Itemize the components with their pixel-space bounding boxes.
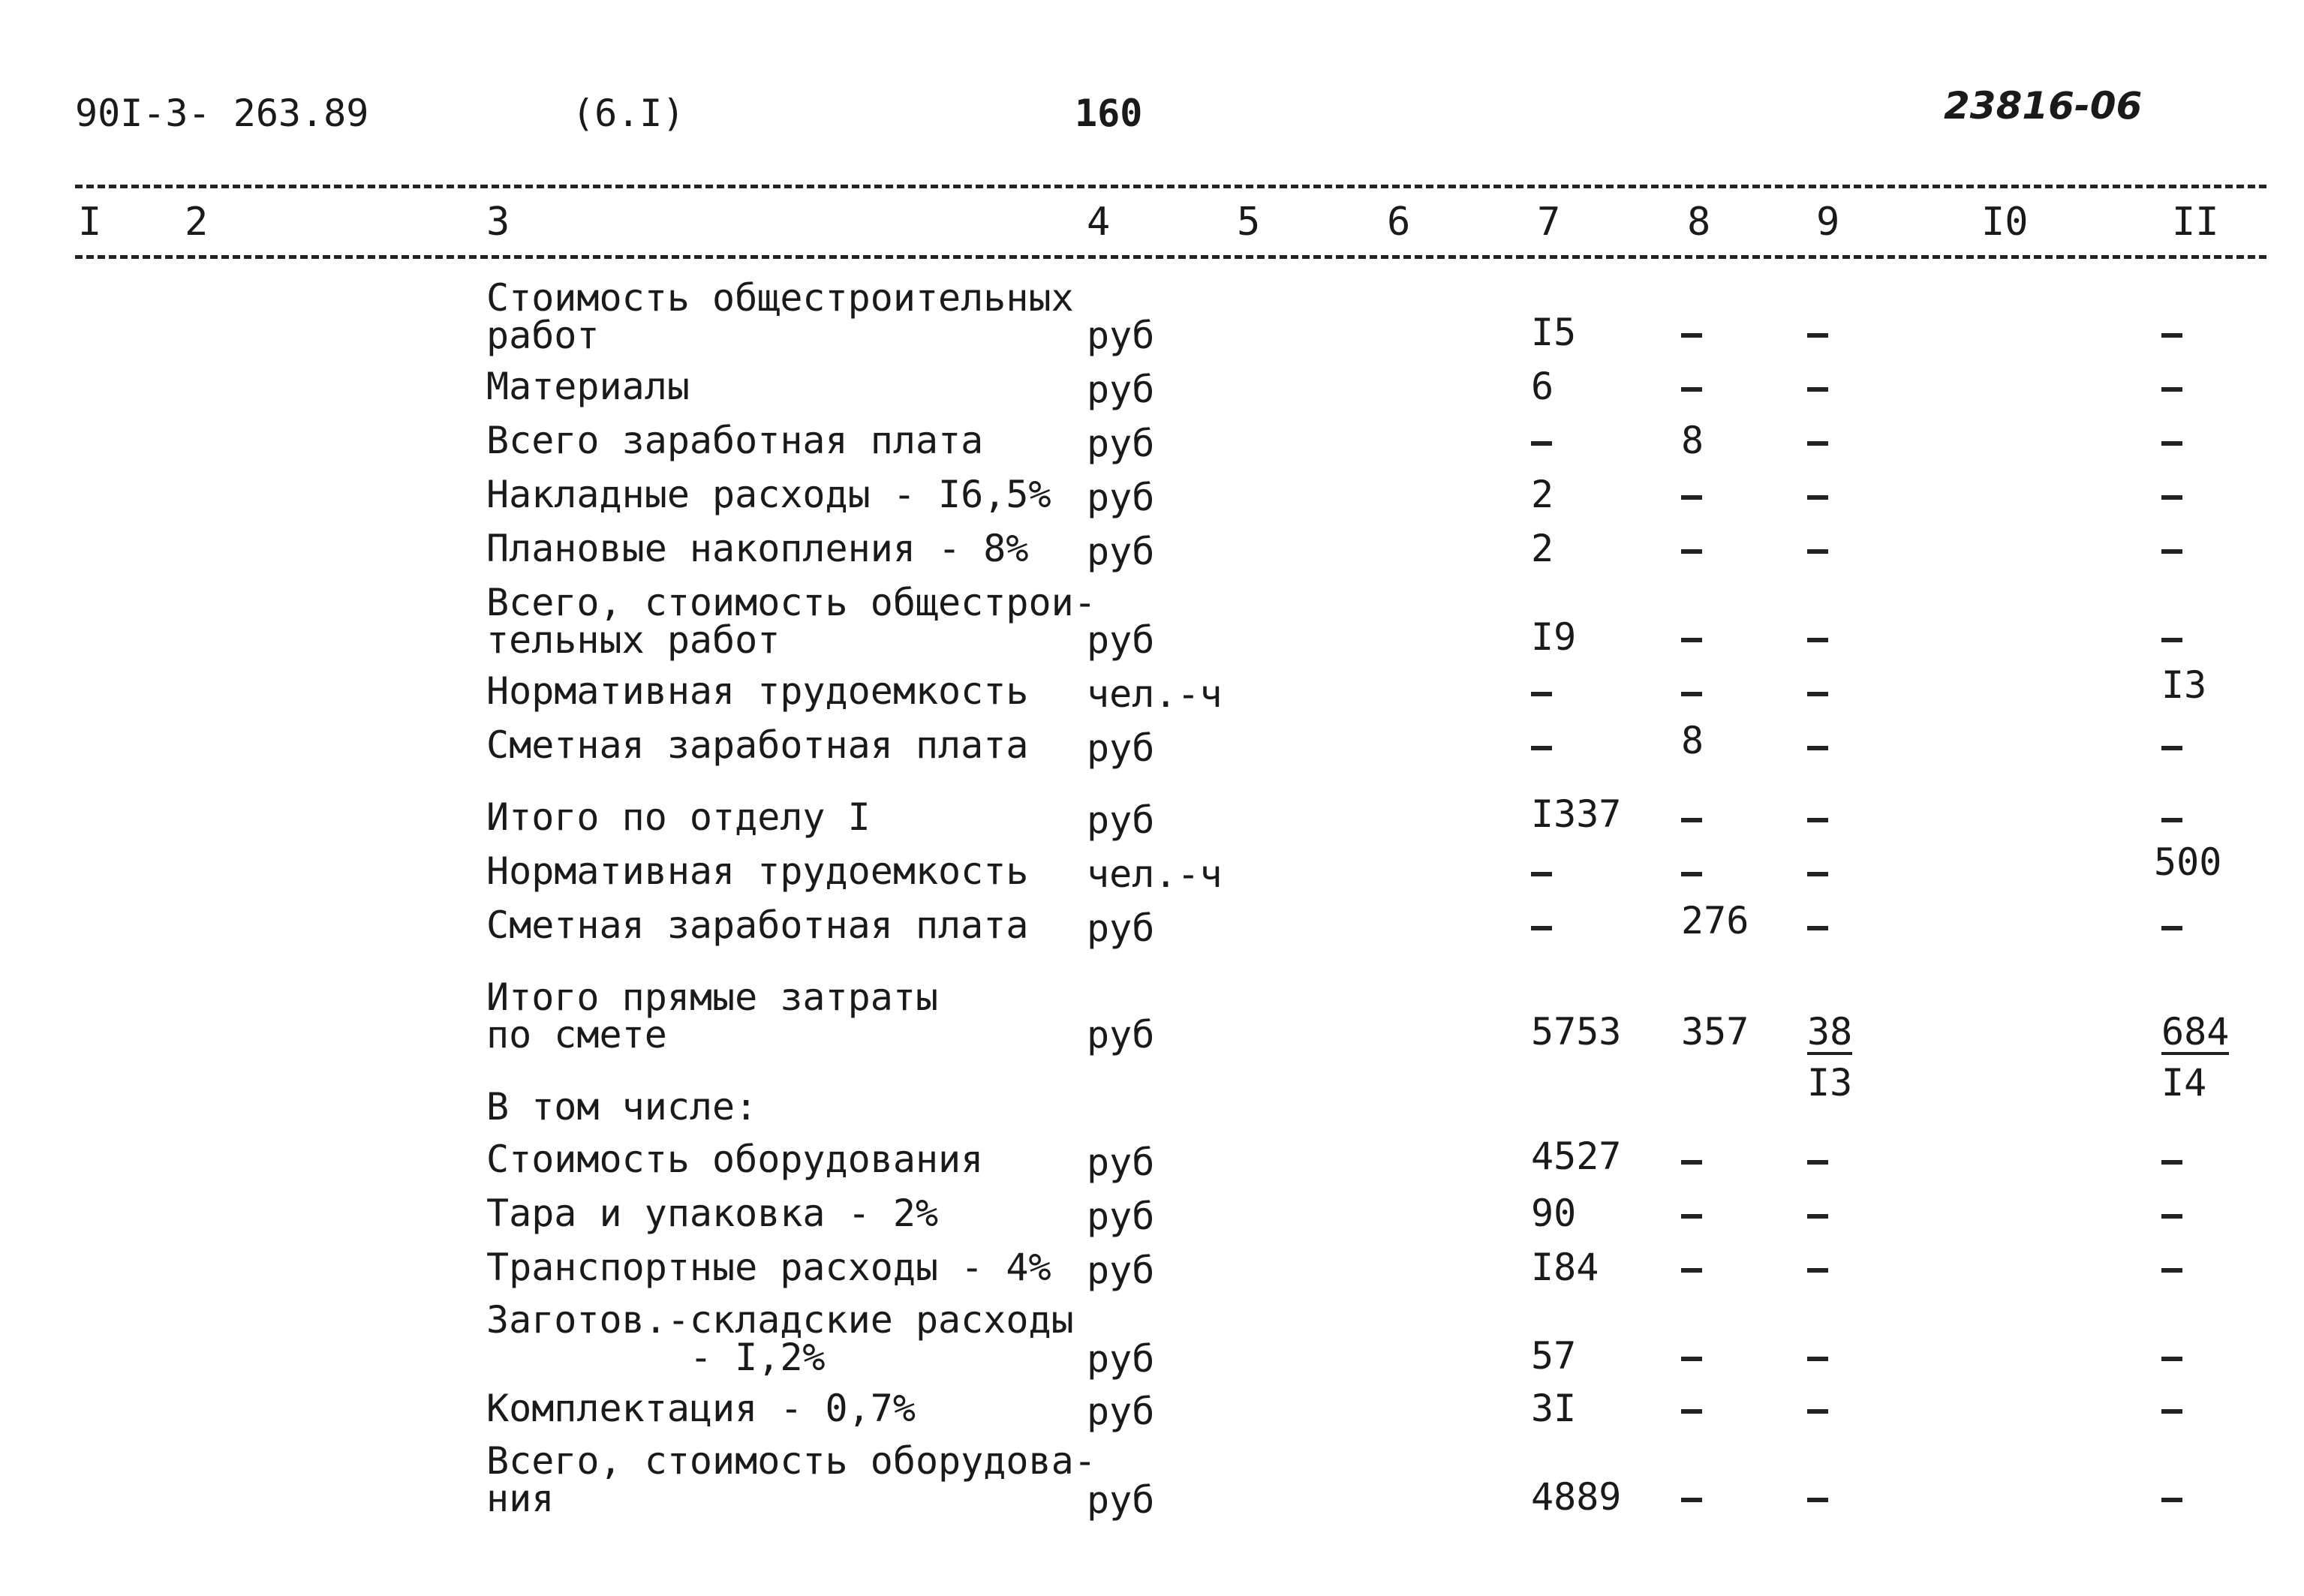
- row-description: Стоимость оборудования: [486, 1138, 984, 1181]
- row-unit: чел.-ч: [1087, 672, 1223, 716]
- header-bottom-rule: [75, 255, 2266, 259]
- empty-value-dash: [1531, 692, 1552, 696]
- row-col8: [1681, 1195, 1702, 1232]
- empty-value-dash: [1681, 1160, 1702, 1165]
- row-col11: [2161, 1337, 2182, 1375]
- empty-value-dash: [1681, 387, 1702, 392]
- row-col8: 276: [1681, 899, 1749, 942]
- empty-value-dash: [1807, 638, 1828, 642]
- empty-value-dash: [1807, 692, 1828, 696]
- row-col9: [1807, 672, 1828, 710]
- column-number: 7: [1537, 200, 1561, 245]
- row-unit: чел.-ч: [1087, 852, 1223, 896]
- row-col11: [2161, 422, 2182, 459]
- empty-value-dash: [2161, 549, 2182, 554]
- empty-value-dash: [1807, 1214, 1828, 1219]
- row-col8: [1681, 1390, 1702, 1427]
- empty-value-dash: [1807, 872, 1828, 876]
- empty-value-dash: [2161, 1498, 2182, 1502]
- empty-value-dash: [2161, 1409, 2182, 1414]
- empty-value-dash: [1807, 1268, 1828, 1273]
- row-col8: [1681, 672, 1702, 710]
- row-col9: [1807, 618, 1828, 656]
- column-number: I: [78, 200, 102, 245]
- row-unit: руб: [1087, 530, 1155, 573]
- empty-value-dash: [1681, 1498, 1702, 1502]
- row-col11: [2161, 1249, 2182, 1286]
- empty-value-dash: [1681, 1409, 1702, 1414]
- empty-value-dash: [1681, 1214, 1702, 1219]
- row-col8: [1681, 314, 1702, 351]
- column-number: 2: [185, 200, 209, 245]
- row-col7: I5: [1531, 311, 1577, 354]
- column-number: I0: [1981, 200, 2029, 245]
- row-col8: [1681, 476, 1702, 513]
- row-col9: [1807, 852, 1828, 890]
- page-number: 160: [1075, 92, 1143, 135]
- row-col7: 6: [1531, 365, 1554, 408]
- row-col9: [1807, 476, 1828, 513]
- row-col9: [1807, 530, 1828, 567]
- empty-value-dash: [1807, 441, 1828, 446]
- row-col9: [1807, 314, 1828, 351]
- empty-value-dash: [1807, 1498, 1828, 1502]
- empty-value-dash: [1681, 692, 1702, 696]
- empty-value-dash: [1807, 495, 1828, 500]
- row-description: Транспортные расходы - 4%: [486, 1246, 1051, 1289]
- empty-value-dash: [2161, 1357, 2182, 1361]
- row-col11: [2161, 368, 2182, 405]
- empty-value-dash: [1681, 1268, 1702, 1273]
- column-number: 6: [1387, 200, 1411, 245]
- column-number: 3: [486, 200, 510, 245]
- row-col8: [1681, 852, 1702, 890]
- row-col11: [2161, 1195, 2182, 1232]
- empty-value-dash: [1807, 1160, 1828, 1165]
- row-col9: [1807, 726, 1828, 764]
- row-col7: [1531, 672, 1552, 710]
- empty-value-dash: [1807, 549, 1828, 554]
- empty-value-dash: [1681, 818, 1702, 822]
- row-col9-numerator: 38: [1807, 1010, 1853, 1053]
- row-col11: [2161, 798, 2182, 836]
- row-unit: руб: [1087, 1249, 1155, 1292]
- row-col11-denominator: I4: [2161, 1061, 2207, 1105]
- row-unit: руб: [1087, 314, 1155, 357]
- doc-code: 90I-3- 263.89: [75, 92, 369, 135]
- empty-value-dash: [1531, 441, 1552, 446]
- row-col11: [2161, 618, 2182, 656]
- row-col9: [1807, 368, 1828, 405]
- row-description: Комплектация - 0,7%: [486, 1387, 916, 1430]
- row-description: Нормативная трудоемкость: [486, 669, 1029, 713]
- column-number: 5: [1237, 200, 1261, 245]
- row-col9: [1807, 1249, 1828, 1286]
- row-col8: [1681, 1478, 1702, 1516]
- row-description: Всего, стоимость общестрои- тельных работ: [486, 581, 1096, 662]
- column-number: 9: [1816, 200, 1840, 245]
- row-col11: [2161, 1141, 2182, 1178]
- empty-value-dash: [1807, 1409, 1828, 1414]
- row-col7: 4527: [1531, 1135, 1622, 1178]
- empty-value-dash: [2161, 746, 2182, 750]
- column-number: II: [2172, 200, 2219, 245]
- row-unit: руб: [1087, 1337, 1155, 1381]
- empty-value-dash: [2161, 387, 2182, 392]
- row-unit: руб: [1087, 798, 1155, 842]
- empty-value-dash: [2161, 441, 2182, 446]
- row-col7: I84: [1531, 1246, 1599, 1289]
- row-unit: руб: [1087, 1013, 1155, 1056]
- empty-value-dash: [1681, 333, 1702, 338]
- row-description: Всего, стоимость оборудова- ния: [486, 1439, 1096, 1520]
- empty-value-dash: [1807, 333, 1828, 338]
- row-col11: [2161, 1478, 2182, 1516]
- row-unit: руб: [1087, 368, 1155, 411]
- row-col8: [1681, 618, 1702, 656]
- empty-value-dash: [1807, 387, 1828, 392]
- row-description: Сметная заработная плата: [486, 903, 1029, 947]
- row-col8: [1681, 1249, 1702, 1286]
- row-col9: [1807, 1337, 1828, 1375]
- row-col9: [1807, 798, 1828, 836]
- row-col7: 57: [1531, 1334, 1577, 1378]
- empty-value-dash: [2161, 818, 2182, 822]
- row-col11: [2161, 530, 2182, 567]
- row-col11-numerator: 684: [2161, 1010, 2230, 1053]
- row-col11: 500: [2154, 840, 2222, 884]
- empty-value-dash: [1681, 638, 1702, 642]
- empty-value-dash: [1807, 746, 1828, 750]
- row-description: Материалы: [486, 365, 690, 408]
- column-number: 4: [1087, 200, 1111, 245]
- row-col7: 2: [1531, 473, 1554, 516]
- empty-value-dash: [2161, 1214, 2182, 1219]
- empty-value-dash: [1681, 495, 1702, 500]
- row-col11: [2161, 476, 2182, 513]
- row-col9: [1807, 1141, 1828, 1178]
- row-col8: 8: [1681, 419, 1704, 462]
- row-description: Сметная заработная плата: [486, 723, 1029, 767]
- row-col8: [1681, 368, 1702, 405]
- row-col8: 357: [1681, 1010, 1749, 1053]
- row-description: Стоимость общестроительных работ: [486, 276, 1074, 357]
- row-col7: 2: [1531, 527, 1554, 570]
- row-col7: 4889: [1531, 1475, 1622, 1519]
- row-col9-denominator: I3: [1807, 1061, 1853, 1105]
- row-col9: [1807, 1390, 1828, 1427]
- row-unit: руб: [1087, 906, 1155, 950]
- row-col7: [1531, 906, 1552, 944]
- empty-value-dash: [1531, 926, 1552, 930]
- row-col11: [2161, 726, 2182, 764]
- row-description: Заготов.-складские расходы - I,2%: [486, 1298, 1074, 1379]
- header-top-rule: [75, 185, 2266, 188]
- empty-value-dash: [2161, 926, 2182, 930]
- row-col7: [1531, 422, 1552, 459]
- row-description: Всего заработная плата: [486, 419, 984, 462]
- row-col9: [1807, 422, 1828, 459]
- empty-value-dash: [1681, 549, 1702, 554]
- row-col11: [2161, 314, 2182, 351]
- empty-value-dash: [1807, 1357, 1828, 1361]
- row-unit: руб: [1087, 726, 1155, 770]
- row-col7: 3I: [1531, 1387, 1577, 1430]
- empty-value-dash: [2161, 1160, 2182, 1165]
- row-col7: 90: [1531, 1192, 1577, 1235]
- empty-value-dash: [2161, 333, 2182, 338]
- row-description: Нормативная трудоемкость: [486, 849, 1029, 893]
- row-unit: руб: [1087, 1390, 1155, 1433]
- empty-value-dash: [1681, 1357, 1702, 1361]
- row-col11: [2161, 1390, 2182, 1427]
- row-col7: I9: [1531, 615, 1577, 659]
- row-description: В том числе:: [486, 1085, 758, 1129]
- empty-value-dash: [1681, 872, 1702, 876]
- row-unit: руб: [1087, 1195, 1155, 1238]
- row-unit: руб: [1087, 476, 1155, 519]
- row-unit: руб: [1087, 1478, 1155, 1522]
- empty-value-dash: [2161, 1268, 2182, 1273]
- row-col9: [1807, 1195, 1828, 1232]
- row-col9: [1807, 1478, 1828, 1516]
- empty-value-dash: [2161, 638, 2182, 642]
- row-col7: 5753: [1531, 1010, 1622, 1053]
- row-unit: руб: [1087, 1141, 1155, 1184]
- row-col11: [2161, 906, 2182, 944]
- row-description: Накладные расходы - I6,5%: [486, 473, 1051, 516]
- inventory-number: 23816-06: [1944, 84, 2143, 128]
- row-col7: [1531, 852, 1552, 890]
- empty-value-dash: [1807, 818, 1828, 822]
- empty-value-dash: [2161, 495, 2182, 500]
- row-col8: [1681, 530, 1702, 567]
- row-col9: [1807, 906, 1828, 944]
- empty-value-dash: [1531, 746, 1552, 750]
- row-col8: [1681, 1141, 1702, 1178]
- row-unit: руб: [1087, 422, 1155, 465]
- row-description: Итого прямые затраты по смете: [486, 975, 939, 1056]
- row-col8: [1681, 798, 1702, 836]
- row-col11: I3: [2161, 663, 2207, 707]
- row-col7: I337: [1531, 792, 1622, 836]
- row-description: Плановые накопления - 8%: [486, 527, 1029, 570]
- section-number: (6.I): [572, 92, 685, 135]
- row-description: Тара и упаковка - 2%: [486, 1192, 939, 1235]
- column-number: 8: [1687, 200, 1711, 245]
- empty-value-dash: [1531, 872, 1552, 876]
- row-col7: [1531, 726, 1552, 764]
- row-unit: руб: [1087, 618, 1155, 662]
- row-col8: [1681, 1337, 1702, 1375]
- row-description: Итого по отделу I: [486, 795, 871, 839]
- empty-value-dash: [1807, 926, 1828, 930]
- row-col8: 8: [1681, 719, 1704, 762]
